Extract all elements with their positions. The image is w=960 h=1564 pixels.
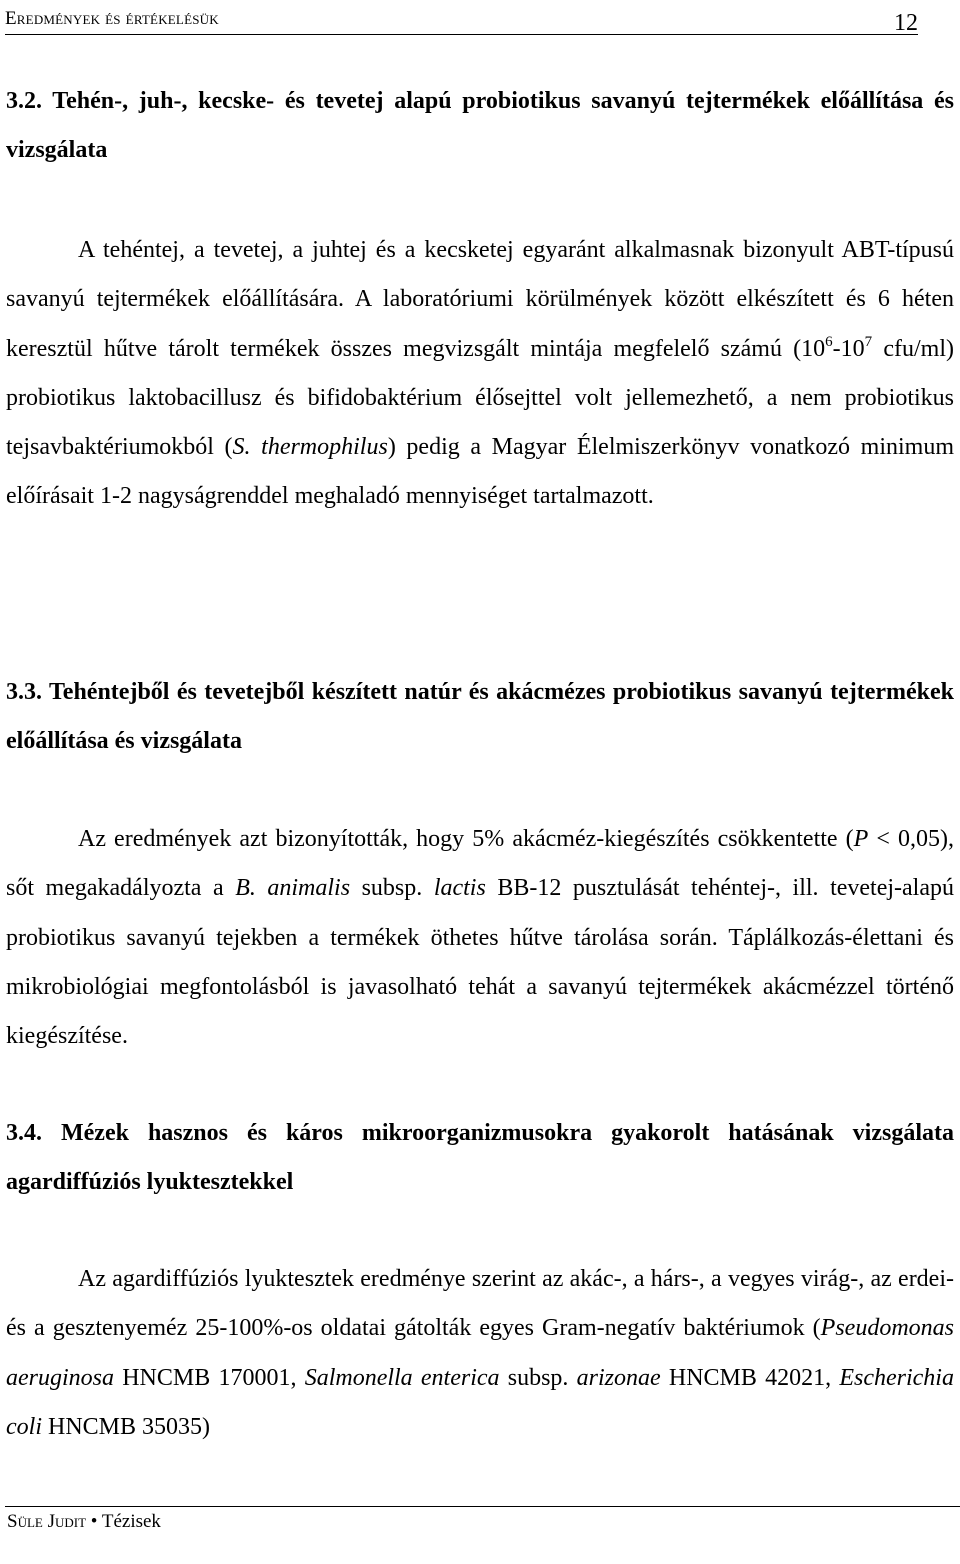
paragraph-3-4 (6, 1255, 954, 1452)
superscript: 7 (864, 333, 873, 350)
para-text: HNCMB 35035) (42, 1413, 211, 1440)
para-text: ) pedig a Magyar Élelmiszerkönyv vonatkozó minimum előírásait 1-2 nagyságrenddel meghaladó mennyiséget tartalmazott. (6, 434, 954, 510)
footer-doc: Tézisek (101, 1511, 161, 1532)
italic-term: P (853, 826, 869, 852)
para-text: < 0,05), sőt megakadályozta a (6, 826, 954, 902)
paragraph-3-3 (6, 815, 954, 1061)
paragraph-3-2 (6, 226, 954, 522)
para-text: HNCMB 42021, (660, 1364, 840, 1391)
para-text: -10 (832, 335, 865, 362)
para-text: cfu/ml) probiotikus laktobacillusz és bifidobaktérium élősejttel volt jellemezhető, a nem probiotikus tejsavbaktériumokból ( (6, 335, 955, 461)
italic-species: Salmonella enterica (304, 1364, 500, 1391)
para-text: subsp. (350, 875, 434, 902)
italic-species: lactis (433, 875, 486, 902)
para-text: Az eredmények azt bizonyították, hogy 5% akácméz-kiegészítés csökkentette ( (78, 826, 854, 852)
page-number: 12 (894, 10, 918, 36)
section-heading-3-2: 3.2. Tehén-, juh-, kecske- és tevetej alapú probiotikus savanyú tejtermékek előállítása és vizsgálata (6, 88, 954, 163)
footer-author: Süle Judit (7, 1511, 87, 1532)
superscript: 6 (825, 333, 833, 350)
italic-species: Escherichia coli (6, 1364, 954, 1440)
italic-species: S. thermophilus (232, 434, 388, 461)
header-title: Eredmények és értékelésük (5, 8, 219, 29)
para-text: BB-12 pusztulását tehéntej-, ill. tevetej-alapú probiotikus savanyú tejekben a termékek öthetes hűtve tárolása során. Táplálkozás-élettani és mikrobiológiai megfontolásból is javasolható tehát a savanyú tejtermékek akácmézzel történő kiegészítése. (6, 875, 955, 1050)
italic-species: Pseudomonas aeruginosa (6, 1315, 954, 1391)
para-text: A tehéntej, a tevetej, a juhtej és a kecsketej egyaránt alkalmasnak bizonyult ABT-típusú savanyú tejtermékek előállítására. A laboratóriumi körülmények között elkészített és 6 héten keresztül hűtve tárolt termékek összes megvizsgált mintája megfelelő számú (10 (6, 237, 954, 362)
italic-species: arizonae (576, 1364, 661, 1391)
running-footer (5, 1506, 960, 1532)
footer-separator: • (86, 1511, 102, 1532)
running-header (5, 6, 918, 35)
footer-text (7, 1511, 161, 1533)
italic-species: B. animalis (235, 875, 351, 902)
section-heading-3-3: 3.3. Tehéntejből és tevetejből készített natúr és akácmézes probiotikus savanyú tejtermékek előállítása és vizsgálata (6, 679, 954, 754)
para-text: HNCMB 170001, (114, 1364, 305, 1391)
para-text: subsp. (499, 1364, 577, 1391)
section-heading-3-4: 3.4. Mézek hasznos és káros mikroorganizmusokra gyakorolt hatásának vizsgálata agardiffúziós lyuktesztekkel (6, 1120, 954, 1195)
para-text: Az agardiffúziós lyuktesztek eredménye szerint az akác-, a hárs-, a vegyes virág-, az erdei- és a gesztenyeméz 25-100%-os oldatai gátolták egyes Gram-negatív baktériumok ( (6, 1266, 954, 1342)
